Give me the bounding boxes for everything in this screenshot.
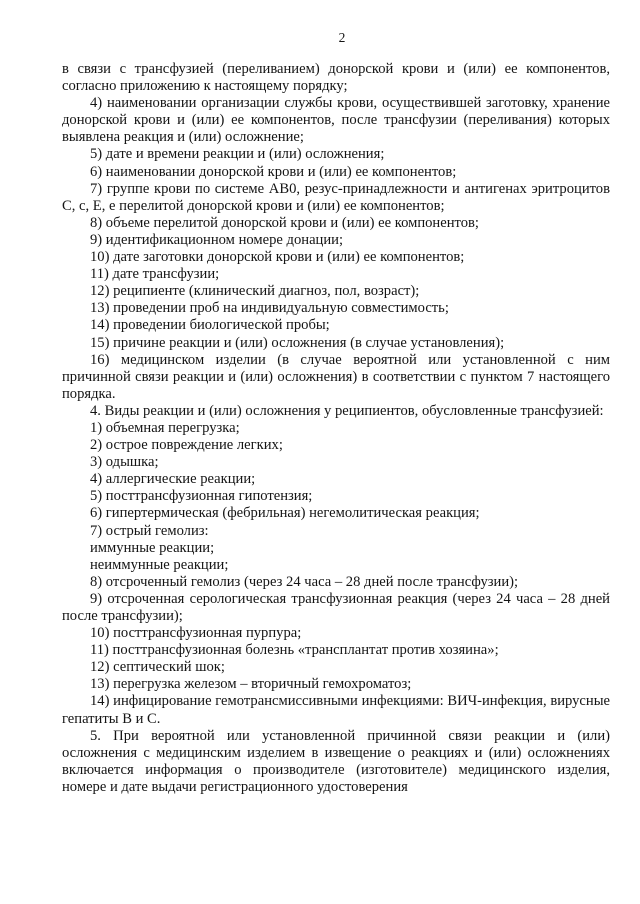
paragraph: иммунные реакции; (90, 539, 215, 556)
paragraph: 12) септический шок; (90, 659, 225, 676)
paragraph: 13) перегрузка железом – вторичный гемохроматоз; (90, 676, 412, 693)
paragraph: 4) наименовании организации службы крови, осуществившей заготовку, хранение донорской крови и (или) ее компонентов, после трансфузии (переливания) которых выявлена реакция и (или) осложнение; (62, 95, 610, 146)
paragraph: 2) острое повреждение легких; (90, 437, 283, 454)
paragraph: 15) причине реакции и (или) осложнения (в случае установления); (90, 334, 505, 351)
paragraph: 9) идентификационном номере донации; (90, 231, 344, 248)
page-number: 2 (338, 30, 346, 45)
paragraph: 8) объеме перелитой донорской крови и (или) ее компонентов; (90, 214, 479, 231)
paragraph: 6) наименовании донорской крови и (или) ее компонентов; (90, 163, 457, 180)
paragraph: 16) медицинском изделии (в случае вероятной или установленной с ним причинной связи реакции и (или) осложнения) в соответствии с пунктом 7 настоящего порядка. (62, 351, 610, 402)
paragraph: 7) острый гемолиз: (90, 522, 209, 539)
paragraph: 5. При вероятной или установленной причинной связи реакции и (или) осложнения с медицинским изделием в извещение о реакциях и (или) осложнениях включается информация о производителе (изготовителе) медицинского изделия, номере и дате выдачи регистрационного удостоверения (62, 727, 610, 795)
paragraph: 7) группе крови по системе АВ0, резус-принадлежности и антигенах эритроцитов C, c, E, e перелитой донорской крови и (или) ее компонентов; (62, 180, 610, 214)
paragraph: 14) проведении биологической пробы; (90, 317, 330, 334)
paragraph: 9) отсроченная серологическая трансфузионная реакция (через 24 часа – 28 дней после трансфузии); (62, 590, 610, 624)
paragraph: в связи с трансфузией (переливанием) донорской крови и (или) ее компонентов, согласно приложению к настоящему порядку; (62, 61, 610, 95)
paragraph: 14) инфицирование гемотрансмиссивными инфекциями: ВИЧ-инфекция, вирусные гепатиты В и С. (62, 693, 610, 727)
paragraph: 11) посттрансфузионная болезнь «трансплантат против хозяина»; (90, 642, 499, 659)
paragraph: 12) реципиенте (клинический диагноз, пол, возраст); (90, 283, 420, 300)
paragraph: 5) дате и времени реакции и (или) осложнения; (90, 146, 385, 163)
paragraph: 10) дате заготовки донорской крови и (или) ее компонентов; (90, 249, 465, 266)
paragraph: 6) гипертермическая (фебрильная) негемолитическая реакция; (90, 505, 480, 522)
document-body (62, 61, 610, 796)
paragraph: неиммунные реакции; (90, 556, 229, 573)
paragraph: 4) аллергические реакции; (90, 471, 256, 488)
paragraph: 4. Виды реакции и (или) осложнения у реципиентов, обусловленные трансфузией: (90, 402, 604, 419)
paragraph: 1) объемная перегрузка; (90, 419, 240, 436)
paragraph: 13) проведении проб на индивидуальную совместимость; (90, 300, 449, 317)
paragraph: 11) дате трансфузии; (90, 266, 220, 283)
paragraph: 10) посттрансфузионная пурпура; (90, 625, 302, 642)
paragraph: 3) одышка; (90, 454, 159, 471)
paragraph: 8) отсроченный гемолиз (через 24 часа – 28 дней после трансфузии); (90, 573, 519, 590)
paragraph: 5) посттрансфузионная гипотензия; (90, 488, 313, 505)
